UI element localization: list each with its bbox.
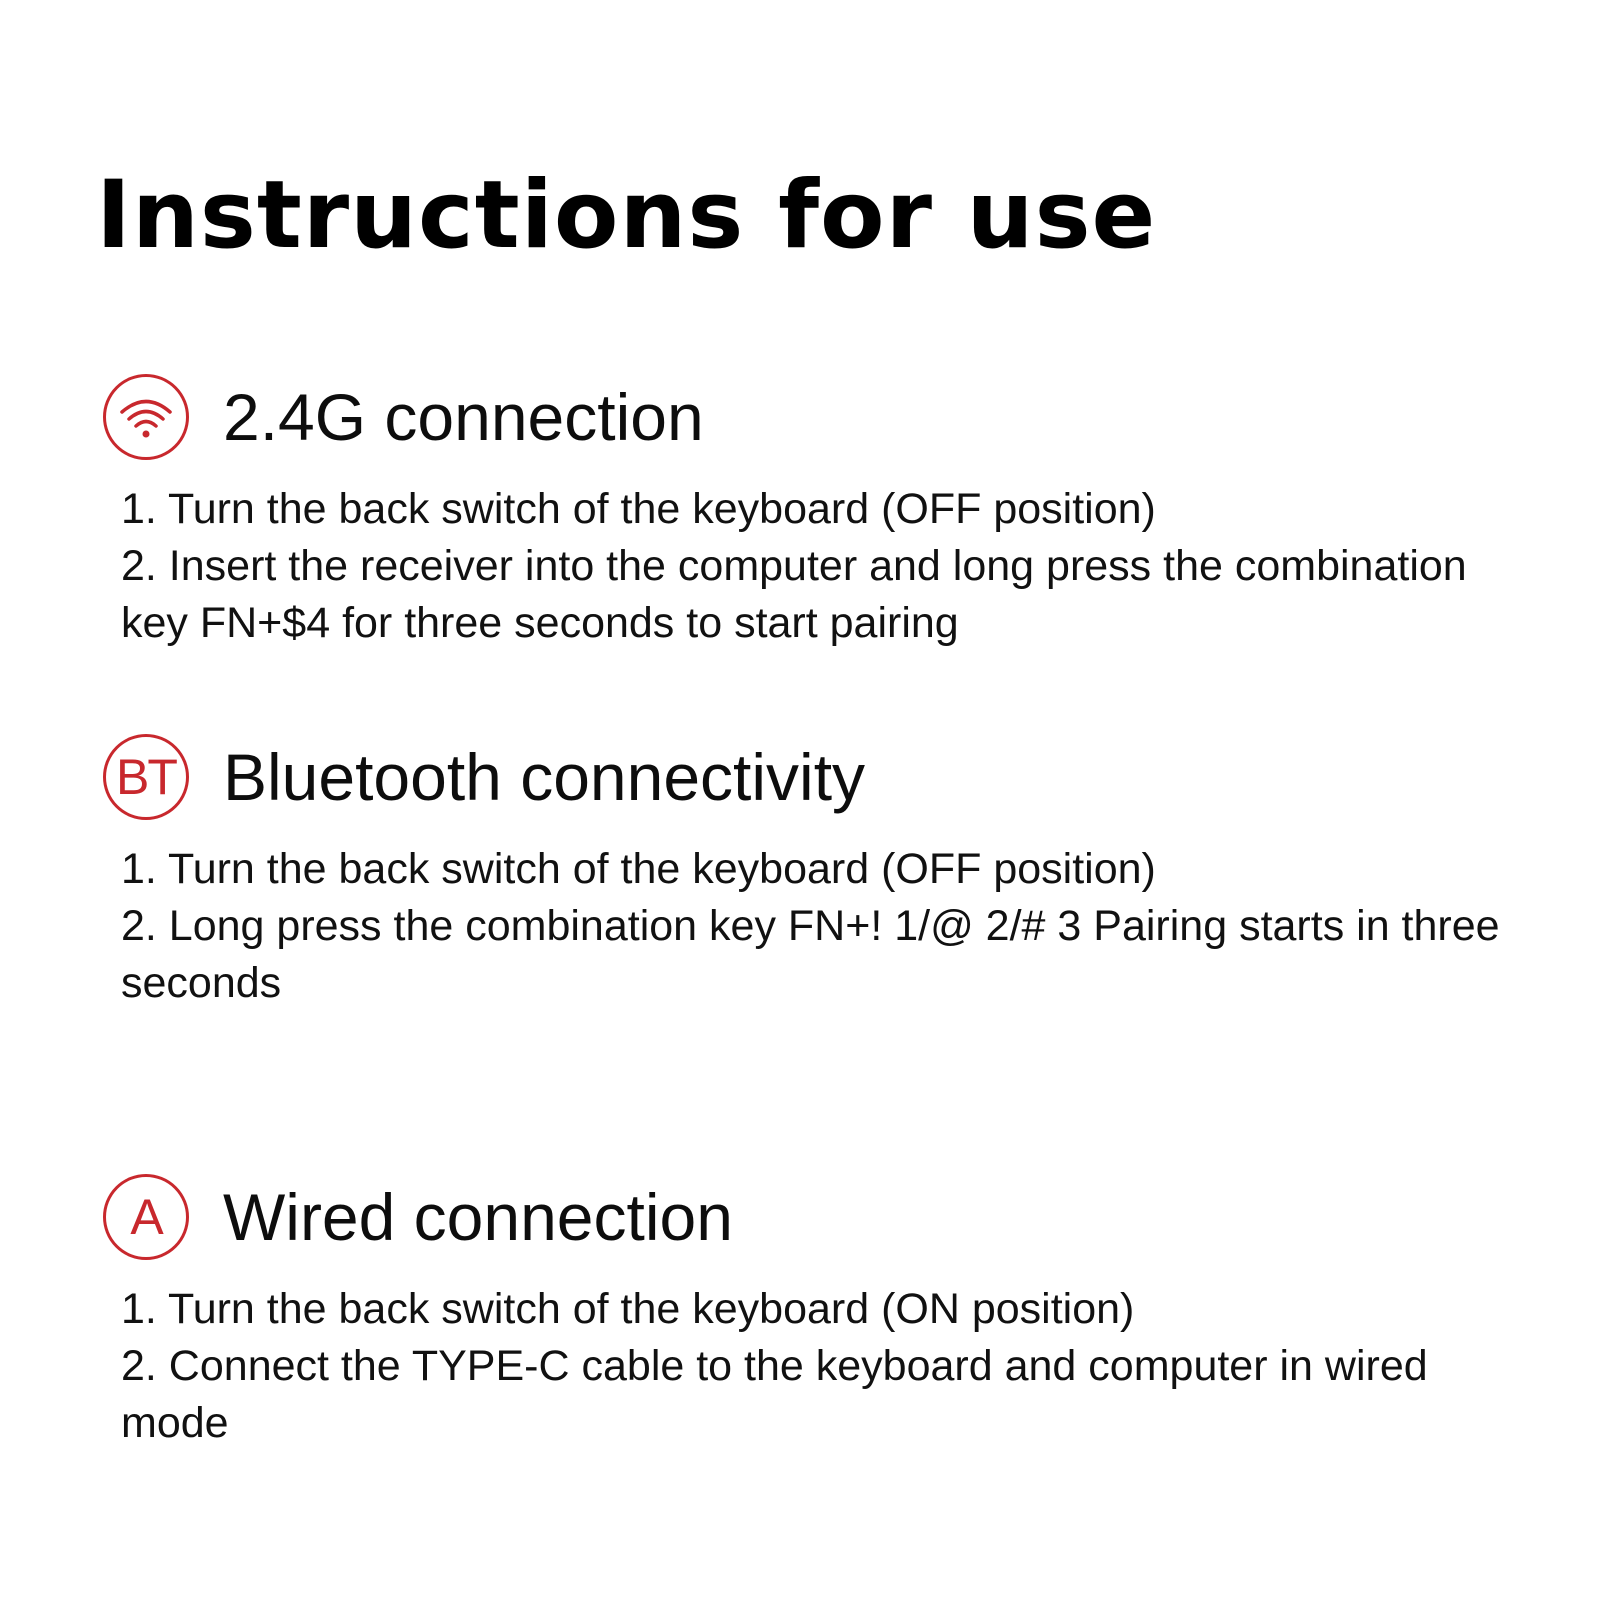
section-header [103, 371, 1543, 463]
icon-badge-text: A [130, 1189, 162, 1245]
section-bluetooth-connectivity [103, 731, 1543, 1012]
step-item: 1. Turn the back switch of the keyboard (OFF position) [121, 845, 1156, 893]
steps-list [121, 841, 1543, 1012]
bt-badge-icon [103, 734, 189, 820]
steps-list [121, 481, 1543, 652]
step-item: 2. Long press the combination key FN+! 1/@ 2/# 3 Pairing starts in three seconds [121, 902, 1500, 1007]
page-title: Instructions for use [96, 161, 1157, 270]
step-item: 1. Turn the back switch of the keyboard (OFF position) [121, 485, 1156, 533]
a-badge-icon [103, 1174, 189, 1260]
steps-list [121, 1281, 1543, 1452]
section-header [103, 731, 1543, 823]
section-title: 2.4G connection [223, 380, 704, 454]
step-item: 2. Connect the TYPE-C cable to the keyboard and computer in wired mode [121, 1342, 1428, 1447]
icon-badge-text: BT [116, 749, 176, 805]
section-2-4g-connection [103, 371, 1543, 652]
wifi-icon [103, 374, 189, 460]
section-wired-connection [103, 1171, 1543, 1452]
section-header [103, 1171, 1543, 1263]
section-title: Wired connection [223, 1180, 733, 1254]
section-title: Bluetooth connectivity [223, 740, 866, 814]
step-item: 2. Insert the receiver into the computer and long press the combination key FN+$4 for three seconds to start pairing [121, 542, 1467, 647]
step-item: 1. Turn the back switch of the keyboard (ON position) [121, 1285, 1135, 1333]
